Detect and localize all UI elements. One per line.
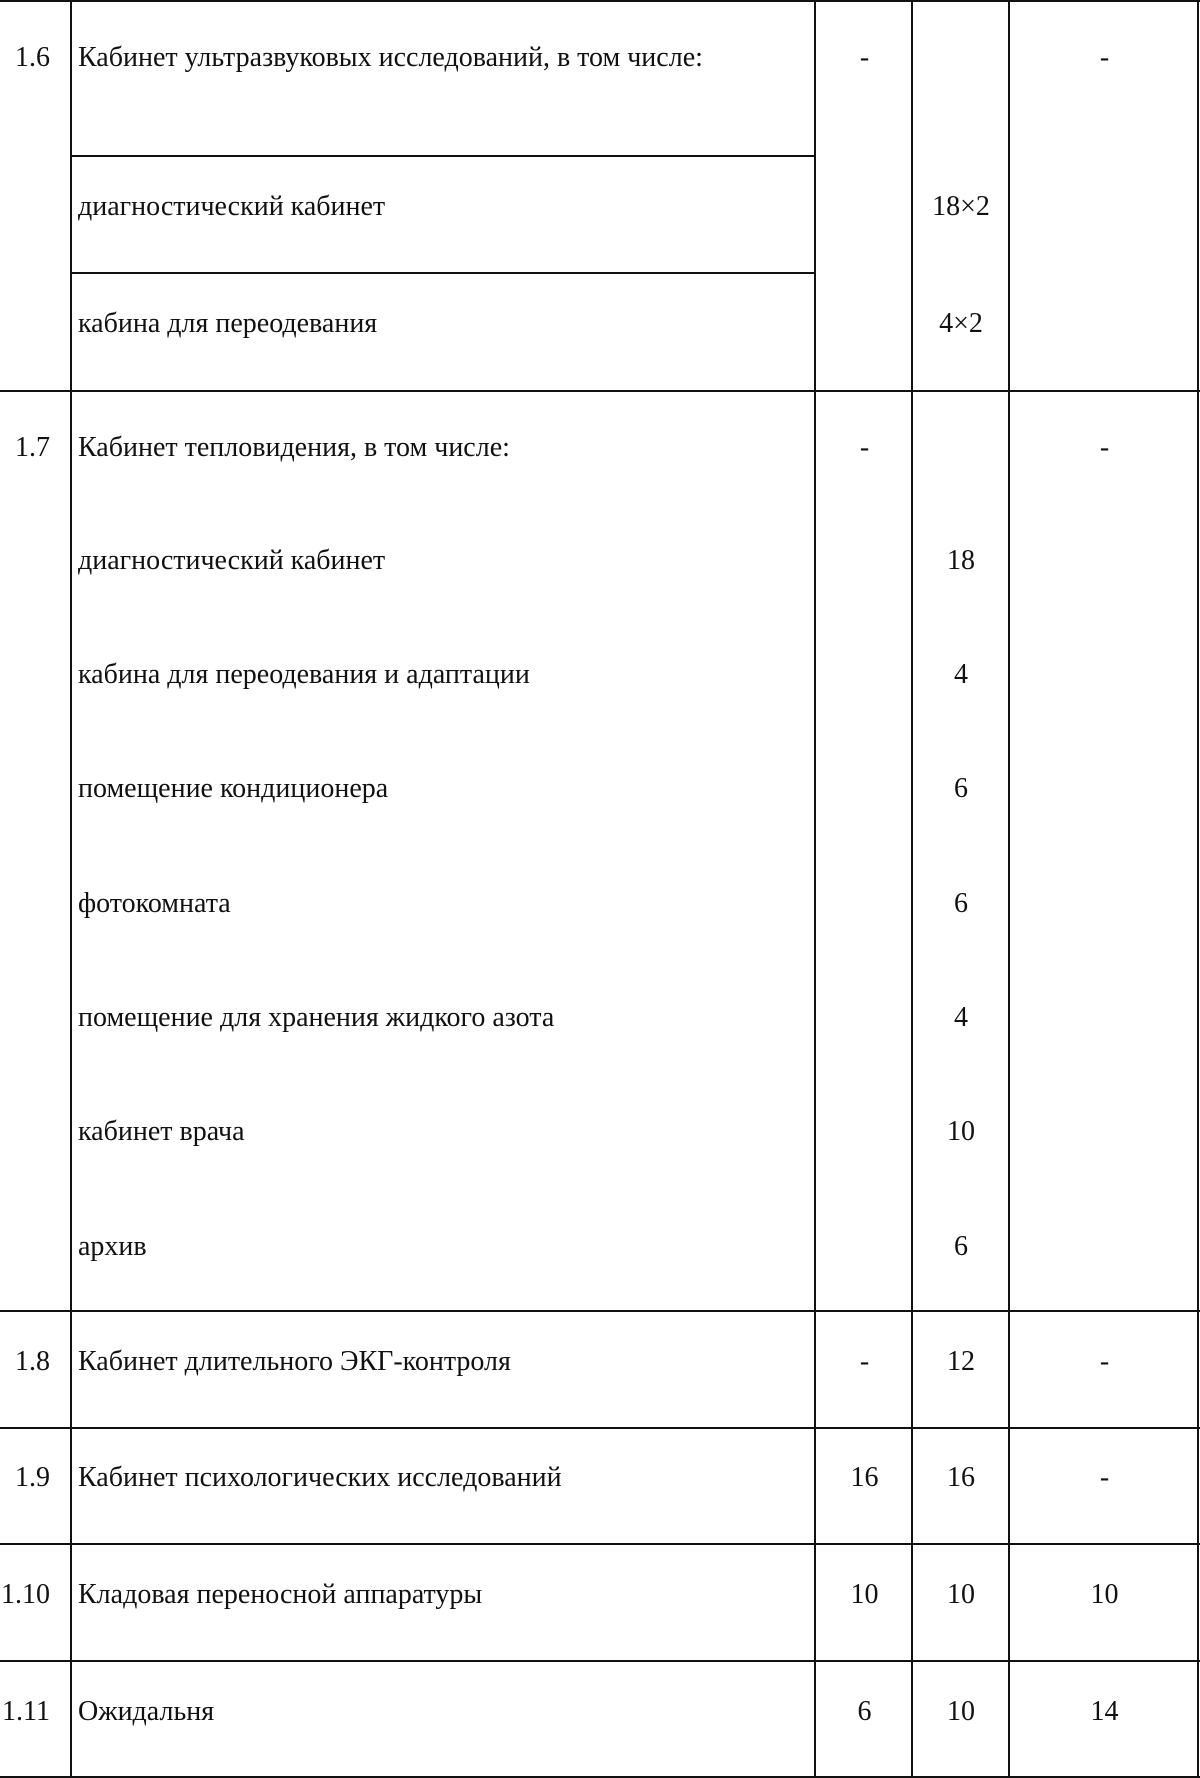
row-number: 1.6 [15,42,50,73]
table-rule [1008,0,1010,1778]
room-name: Кабинет тепловидения, в том числе: [78,432,510,463]
room-name: Кабинет ультразвуковых исследований, в том числе: [78,42,703,73]
area-value-col2: 6 [954,1231,968,1262]
area-value-col2: 10 [947,1579,975,1610]
room-name: помещение кондиционера [78,773,389,804]
room-name: кабинет врача [78,1116,245,1147]
table-rule [0,390,1200,392]
area-value-col3: - [1099,1462,1110,1493]
table-rule [0,1310,1200,1312]
area-value-col3: 14 [1090,1696,1119,1727]
area-value-col1: 10 [850,1579,879,1610]
table-rule [814,0,816,1778]
area-value-col1: - [859,1346,870,1377]
table-rule [0,1427,1200,1429]
row-number: 1.7 [15,432,50,463]
room-name: Кабинет психологических исследований [78,1462,562,1493]
table-rule [0,0,1200,2]
table-rule [72,155,814,157]
area-value-col2: 4 [954,659,968,690]
area-value-col2: 10 [947,1116,975,1147]
room-name: Ожидальня [78,1696,215,1727]
row-number: 1.8 [15,1346,50,1377]
area-value-col2: 18 [947,545,975,576]
room-name: Кабинет длительного ЭКГ-контроля [78,1346,511,1377]
area-value-col1: - [859,432,870,463]
table-rule [911,0,913,1778]
area-value-col2: 6 [954,773,968,804]
area-value-col1: 6 [857,1696,872,1727]
area-value-col2: 16 [947,1462,975,1493]
room-name: кабина для переодевания и адаптации [78,659,530,690]
row-number: 1.10 [1,1579,50,1610]
area-value-col1: - [859,42,870,73]
room-name: фотокомната [78,888,231,919]
area-value-col2: 18×2 [932,191,990,222]
room-name: диагностический кабинет [78,191,386,222]
area-value-col2: 12 [947,1346,975,1377]
area-value-col1: 16 [850,1462,879,1493]
table-rule [0,1543,1200,1545]
area-value-col2: 4 [954,1002,968,1033]
room-name: диагностический кабинет [78,545,386,576]
area-value-col3: - [1099,1346,1110,1377]
area-value-col2: 6 [954,888,968,919]
row-number: 1.9 [15,1462,50,1493]
area-value-col2: 10 [947,1696,975,1727]
area-value-col3: - [1099,432,1110,463]
room-name: помещение для хранения жидкого азота [78,1002,555,1033]
area-value-col2: 4×2 [939,308,983,339]
room-name: архив [78,1231,147,1262]
room-name: Кладовая переносной аппаратуры [78,1579,483,1610]
row-number: 1.11 [2,1696,50,1727]
table-rule [70,0,72,1778]
room-name: кабина для переодевания [78,308,378,339]
table-rule [1197,0,1199,1778]
area-value-col3: 10 [1090,1579,1119,1610]
table-rule [0,1660,1200,1662]
area-value-col3: - [1099,42,1110,73]
table-rule [72,272,814,274]
